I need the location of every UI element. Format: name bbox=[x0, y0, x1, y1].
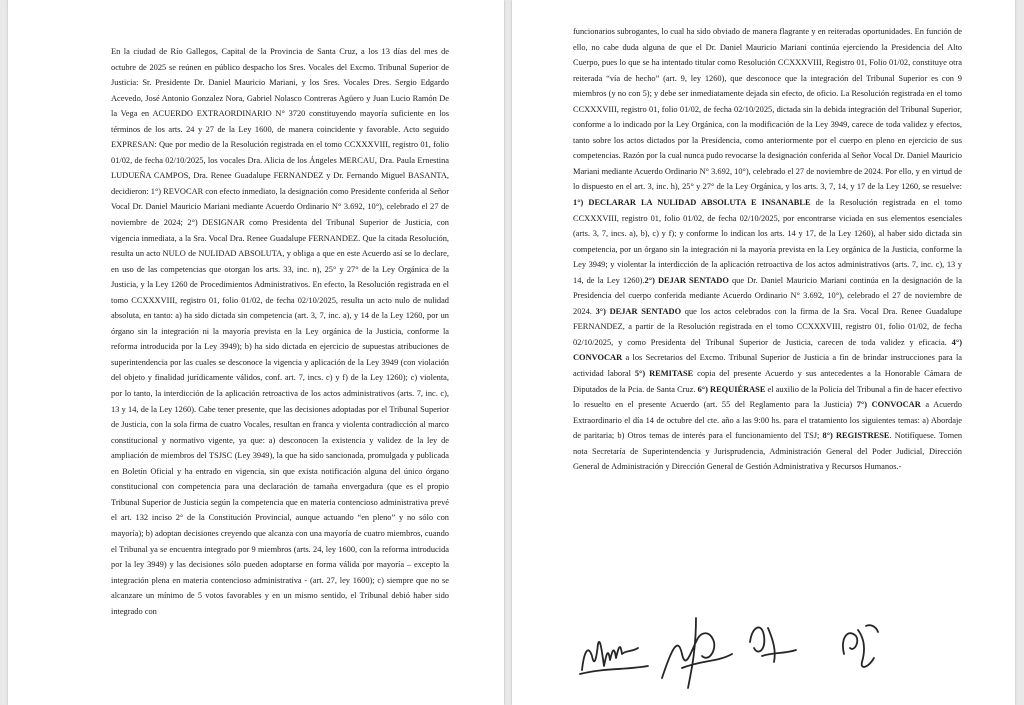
text-segment: el auxilio de la Policía del Tribunal a fin de hacer efectivo lo resuelto en el presente Acuerdo (art. 55 del Reglamento para la Justicia) bbox=[573, 384, 962, 410]
resolution-item-6: 6°) REQUIÉRASE bbox=[697, 384, 766, 394]
signature-2 bbox=[652, 608, 744, 692]
text-segment: funcionarios subrogantes, lo cual ha sido obviado de manera flagrante y en reiteradas oportunidades. En función de ello, no cabe duda alguna de que el Dr. Daniel Mauricio Mariani continúa ejerciendo la Presidencia del Alto Cuerpo, pues lo que se ha intentado titular como Resolución CCXXXVIII, Registro 01, Folio 01/02, constituye otra reiterada “vía de hecho” (art. 9, ley 1260), que desconoce que la integración del Tribunal Superior es con 9 miembros (y no con 5); y debe ser inmediatamente dejada sin efecto, de oficio. La Resolución registrada en el tomo CCXXXVIII, registro 01, folio 01/02, de fecha 02/10/2025, dictada sin la debida integración del Tribunal Superior, conforme a lo indicado por la Ley Orgánica, con la modificación de la Ley 3949, carece de toda validez y efectos, tanto sobre los actos dictados por la Presidencia, como anteriormente por el cuerpo en pleno en ejercicio de sus competencias. Razón por la cual nunca pudo revocarse la designación conferida al Señor Vocal Dr. Daniel Mauricio Mariani mediante Acuerdo Ordinario N° 3.692, 10°), celebrado el 27 de noviembre de 2024. Por ello, y en virtud de lo dispuesto en el art. 3, inc. h), 25° y 27° de la Ley Orgánica, y los arts. 3, 7, 14, y 17 de la Ley 1260, se resuelve: bbox=[573, 27, 962, 192]
page-left-text bbox=[111, 44, 449, 619]
text-segment: a los Secretarios del Excmo. Tribunal Superior de Justicia a fin de brindar instrucciones para la actividad laboral bbox=[573, 353, 962, 379]
text-segment: que los actos celebrados con la firma de la Sra. Vocal Dra. Renee Guadalupe FERNANDEZ, a partir de la Resolución registrada en el tomo CCXXXVIII, registro 01, folio 01/02, de fecha 02/10/2025, y como Presidenta del Tribunal Superior de Justicia, carecen de toda validez y eficacia. bbox=[573, 306, 962, 347]
signature-4 bbox=[830, 618, 888, 680]
resolution-item-7: 7°) CONVOCAR bbox=[856, 400, 921, 410]
text-segment: copia del presente Acuerdo y sus antecedentes a la Honorable Cámara de Diputados de la Pcia. de Santa Cruz. bbox=[573, 369, 962, 394]
acuerdo-paragraph-right bbox=[573, 24, 962, 475]
document-page-left bbox=[8, 0, 504, 705]
page-right-text bbox=[573, 24, 962, 475]
text-segment: que Dr. Daniel Mauricio Mariani continúa en la designación de la Presidencia del cuerpo conferida mediante Acuerdo Ordinario N° 3.692, 10°), celebrado el 27 de noviembre de 2024. bbox=[573, 275, 962, 316]
acuerdo-paragraph-left: En la ciudad de Río Gallegos, Capital de la Provincia de Santa Cruz, a los 13 días del mes de octubre de 2025 se reúnen en público despacho los Sres. Vocales del Excmo. Tribunal Superior de Justicia: Sr. Presidente Dr. Daniel Mauricio Mariani, y los Sres. Vocales Dres. Sergio Edgardo Acevedo, José Antonio Gonzalez Nora, Gabriel Nolasco Contreras Agüero y Juan Lucio Ramón De la Vega en ACUERDO EXTRAORDINARIO N° 3720 constituyendo mayoría suficiente en los términos de los arts. 24 y 27 de la Ley 1600, de manera coincidente y favorable. Acto seguido EXPRESAN: Que por medio de la Resolución registrada en el tomo CCXXXVIII, registro 01, folio 01/02, de fecha 02/10/2025, los vocales Dra. Alicia de los Ángeles MERCAU, Dra. Paula Ernestina LUDUEÑA CAMPOS, Dra. Renee Guadalupe FERNANDEZ y Dr. Fernando Miguel BASANTA, decidieron: 1°) REVOCAR con efecto inmediato, la designación como Presidente conferida al Señor Vocal Dr. Daniel Mauricio Mariani mediante Acuerdo Ordinario N° 3.692, 10°), celebrado el 27 de noviembre de 2024; 2°) DESIGNAR como Presidenta del Tribunal Superior de Justicia, con vigencia inmediata, a la Sra. Vocal Dra. Renee Guadalupe FERNANDEZ. Que la citada Resolución, resulta un acto NULO de NULIDAD ABSOLUTA, y obliga a que en este Acuerdo así se lo declare, en uso de las competencias que otorgan los arts. 33, inc. n), 25° y 27° de la Ley Orgánica de la Justicia, y la Ley 1260 de Procedimientos Administrativos. En efecto, la Resolución registrada en el tomo CCXXXVIII, registro 01, folio 01/02, de fecha 02/10/2025, resulta un acto nulo de nulidad absoluta, en tanto: a) ha sido dictada sin competencia (art. 3, 7, inc. a), y 14 de la Ley 1260, por un órgano sin la integración ni la mayoría prevista en la Ley orgánica de la Justicia, conforme la reforma introducida por la Ley 3949); b) ha sido dictada en ejercicio de supuestas atribuciones de superintendencia por las cuales se desconoce la vigencia y aplicación de la Ley 3949 (con violación del objeto y finalidad jurídicamente válidos, conf. art. 7, incs. c) y f) de la Ley 1260); c) violenta, por lo tanto, la interdicción de la aplicación retroactiva de los actos administrativos (arts. 7, inc. c), 13 y 14, de la Ley 1260). Cabe tener presente, que las decisiones adoptadas por el Tribunal Superior de Justicia, con la sola firma de cuatro Vocales, resultan en franca y violenta contradicción al marco constitucional y normativo vigente, ya que: a) desconocen la existencia y validez de la ley de ampliación de miembros del TSJSC (Ley 3949), la que ha sido sancionada, promulgada y publicada en Boletín Oficial y ha entrado en vigencia, sin que exista notificación alguna del único órgano constitucional con competencia para una declaración de tamaña envergadura (que es el propio Tribunal Superior de Justicia según la competencia que en materia contencioso administrativa prevé el art. 132 inciso 2° de la Constitución Provincial, aunque actuando “en pleno” y no sólo con mayoría); b) adoptan decisiones creyendo que alcanza con una mayoría de cuatro miembros, cuando el Tribunal ya se encuentra integrado por 9 miembros (arts. 24, ley 1600, con la reforma introducida por la ley 3949) y las decisiones sólo pueden adoptarse en forma válida por mayoría – excepto la integración plena en materia contencioso administrativa - (art. 27, ley 1600); c) siempre que no se alcanzare un mínimo de 5 votos favorables y en un mismo sentido, el Tribunal debió haber sido integrado con bbox=[111, 47, 450, 616]
resolution-item-4: 4°) CONVOCAR bbox=[573, 337, 962, 363]
document-page-right bbox=[512, 0, 1015, 705]
resolution-item-1: 1°) DECLARAR LA NULIDAD ABSOLUTA E INSANABLE bbox=[573, 198, 811, 208]
resolution-item-5: 5°) REMITASE bbox=[634, 369, 694, 379]
resolution-item-8: 8°) REGISTRESE bbox=[822, 431, 890, 441]
text-segment: a Acuerdo Extraordinario el día 14 de octubre del cte. año a las 9:00 hs. para el tratamiento los siguientes temas: a) Abordaje de paritaria; b) Otros temas de interés para el funcionamiento del TSJ; bbox=[573, 400, 962, 441]
text-segment: . Notifíquese. Tomen nota Secretaría de Superintendencia y Jurisprudencia, Administración General del Poder Judicial, Dirección General de Administración y Dirección General de Gestión Administrativa y Recursos Humanos.- bbox=[573, 431, 963, 472]
signature-1 bbox=[574, 622, 656, 684]
text-segment: de la Resolución registrada en el tomo CCXXXVIII, registro 01, folio 01/02, de fecha 02/10/2025, por encontrarse viciada en sus elementos esenciales (arts. 3, 7, incs. a), b), c) y f); y conforme lo indican los arts. 14 y 17, de la Ley 1260), al haber sido dictada sin competencia, por un órgano sin la integración ni la mayoría prevista en la Ley orgánica de la Justicia, conforme la Ley 3949; y violentar la interdicción de la aplicación retroactiva de los actos administrativos (arts. 7, inc. c), 13 y 14, de la Ley 1260). bbox=[573, 198, 962, 285]
resolution-item-2: 2°) DEJAR SENTADO bbox=[644, 275, 729, 285]
resolution-item-3: 3°) DEJAR SENTADO bbox=[595, 306, 682, 316]
signature-3 bbox=[740, 612, 802, 668]
